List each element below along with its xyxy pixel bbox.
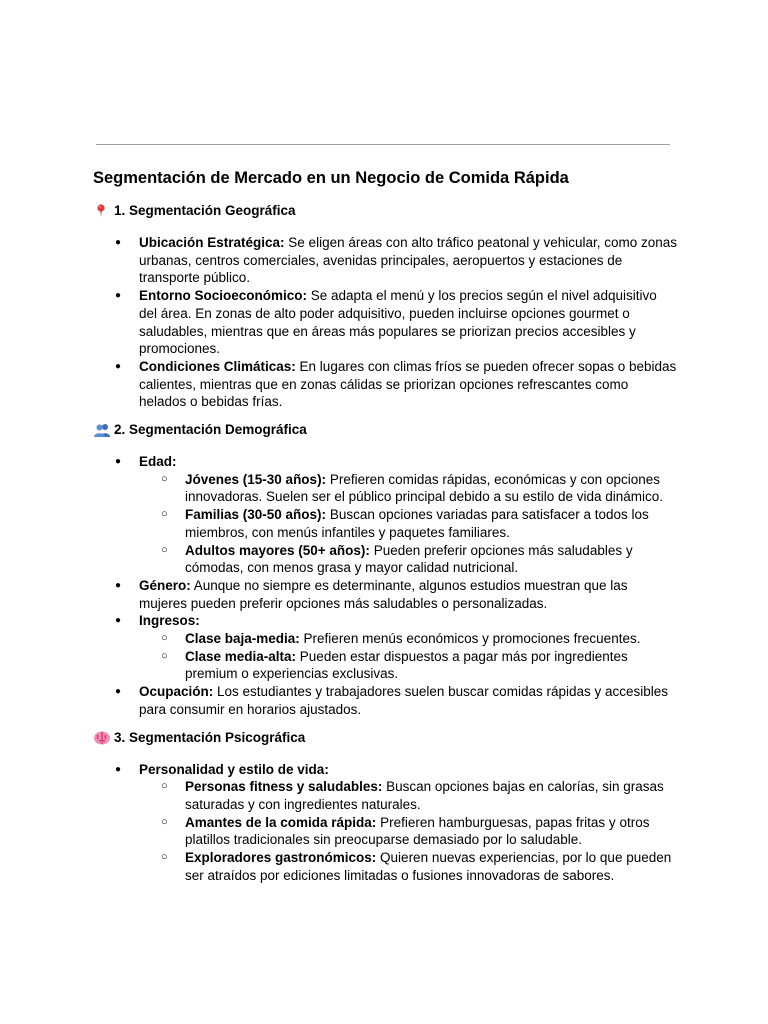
item-text: Pueden preferir opciones más saludables y cómodas, con menos grasa y mayor calidad nutricional. [185, 542, 633, 576]
item-text: Se adapta el menú y los precios según el nivel adquisitivo del área. En zonas de alto poder adquisitivo, pueden incluirse opciones gourmet o saludables, mientras que en áreas más populares se priorizan precios accesibles y promociones. [139, 288, 657, 357]
horizontal-rule [96, 144, 670, 145]
item-text: Prefieren comidas rápidas, económicas y con opciones innovadoras. Suelen ser el público principal debido a su estilo de vida dinámico. [185, 471, 664, 505]
item-label: Condiciones Climáticas: [139, 358, 296, 374]
sub-list [139, 630, 678, 683]
section-heading-text: 2. Segmentación Demográfica [114, 422, 307, 438]
item-label: Jóvenes (15-30 años): [185, 471, 327, 487]
item-text: Se eligen áreas con alto tráfico peatonal y vehicular, como zonas urbanas, centros comerciales, avenidas principales, aeropuertos y estaciones de transporte público. [139, 235, 678, 286]
list-item [93, 358, 678, 411]
item-label: Personalidad y estilo de vida: [139, 761, 329, 777]
item-label: Personas fitness y saludables: [185, 779, 383, 795]
item-label: Entorno Socioeconómico: [139, 288, 308, 304]
item-text: Prefieren menús económicos y promociones frecuentes. [299, 631, 641, 647]
section-heading-text: 1. Segmentación Geográfica [114, 203, 296, 218]
item-label: Amantes de la comida rápida: [185, 814, 377, 830]
item-label: Ocupación: [139, 684, 214, 700]
section-heading-demografica [93, 421, 678, 439]
sub-list [139, 471, 678, 577]
item-text: Pueden estar dispuestos a pagar más por ingredientes premium o experiencias exclusivas. [185, 648, 628, 682]
sub-list-item [139, 648, 678, 683]
item-text: Quieren nuevas experiencias, por lo que pueden ser atraídos por ediciones limitadas o fusiones innovadoras de sabores. [185, 850, 672, 883]
item-label: Género: [139, 577, 191, 593]
item-text: Buscan opciones variadas para satisfacer a todos los miembros, con menús infantiles y paquetes familiares. [185, 507, 649, 540]
item-text: Buscan opciones bajas en calorías, sin grasas saturadas y con ingredientes naturales. [185, 779, 664, 812]
item-label: Adultos mayores (50+ años): [185, 542, 370, 558]
item-label: Clase baja-media: [185, 631, 300, 647]
item-text: En lugares con climas fríos se pueden ofrecer sopas o bebidas calientes, mientras que en zonas cálidas se priorizan opciones refrescantes como helados o bebidas frías. [139, 358, 677, 410]
list-item [93, 577, 678, 612]
section-heading-text: 3. Segmentación Psicográfica [114, 729, 306, 745]
item-text: Prefieren hamburguesas, papas fritas y otros platillos tradicionales sin preocuparse demasiado por lo saludable. [185, 814, 650, 848]
section-heading-geografica [93, 202, 678, 220]
document-title: Segmentación de Mercado en un Negocio de Comida Rápida [93, 169, 569, 187]
people-icon [93, 422, 111, 438]
brain-icon [93, 730, 111, 746]
item-label: Ubicación Estratégica: [139, 235, 285, 250]
list-item [93, 612, 678, 683]
list-item [93, 453, 678, 577]
list-item [93, 683, 678, 718]
sub-list-item [139, 542, 678, 577]
section-list-geografica [93, 234, 678, 411]
document-body [93, 167, 678, 885]
item-label: Familias (30-50 años): [185, 507, 327, 523]
sub-list-item [139, 506, 678, 541]
sub-list-item [139, 778, 678, 813]
item-label: Ingresos: [139, 613, 200, 629]
section-list-demografica [93, 453, 678, 719]
item-text: Aunque no siempre es determinante, algunos estudios muestran que las mujeres pueden preferir opciones más saludables o personalizadas. [139, 577, 628, 611]
list-item [93, 287, 678, 358]
sub-list-item [139, 849, 678, 884]
sub-list [139, 778, 678, 884]
pin-icon [93, 203, 111, 219]
sub-list-item [139, 471, 678, 506]
section-list-psicografica [93, 761, 678, 885]
item-text: Los estudiantes y trabajadores suelen buscar comidas rápidas y accesibles para consumir en horarios ajustados. [139, 684, 669, 717]
section-heading-psicografica [93, 729, 678, 747]
list-item [93, 761, 678, 885]
item-label: Clase media-alta: [185, 648, 297, 664]
item-label: Edad: [139, 454, 177, 470]
list-item [93, 234, 678, 287]
item-label: Exploradores gastronómicos: [185, 850, 377, 866]
sub-list-item [139, 630, 678, 648]
sub-list-item [139, 814, 678, 849]
